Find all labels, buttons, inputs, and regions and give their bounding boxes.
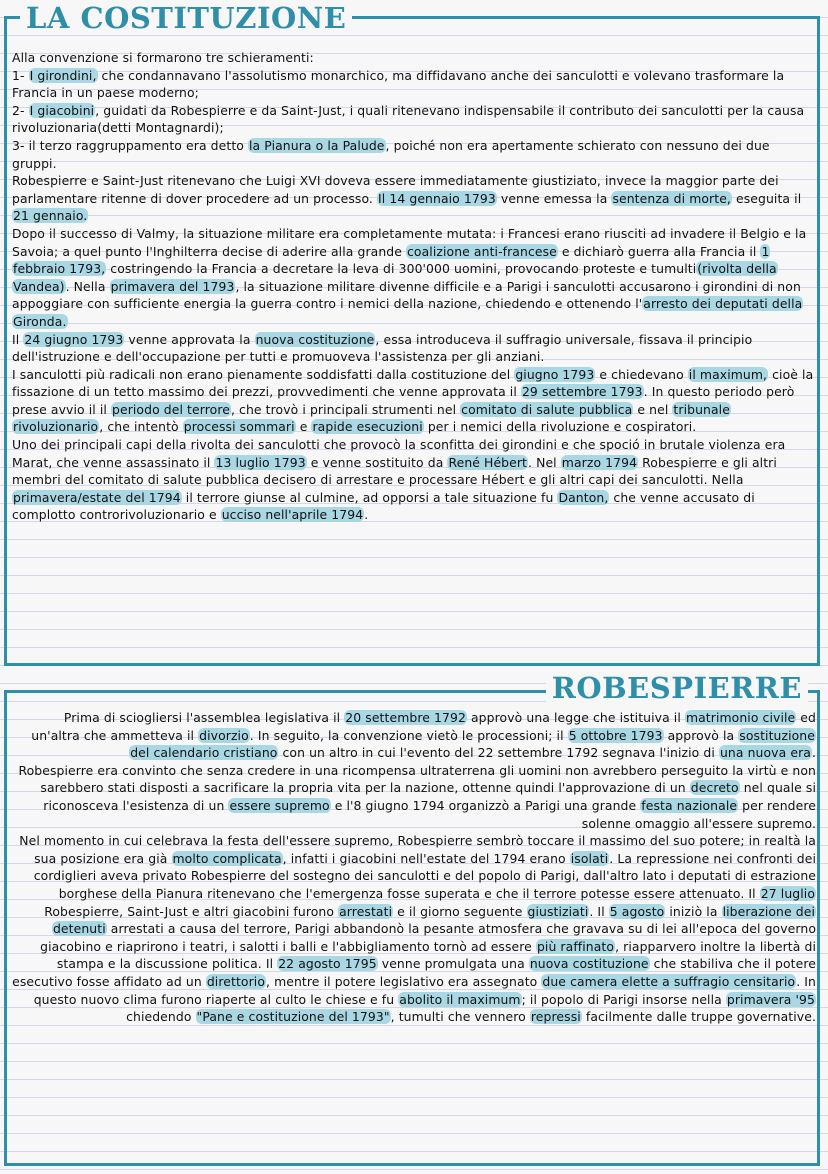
highlighted-phrase: giugno 1793 bbox=[515, 366, 595, 382]
text-run: approvò la bbox=[663, 727, 739, 743]
highlighted-phrase: arresto dei deputati della Gironda. bbox=[13, 296, 803, 329]
text-run: per rendere solenne omaggio all'essere supremo. bbox=[581, 797, 816, 831]
highlighted-phrase: una nuova era bbox=[719, 745, 811, 761]
highlighted-phrase: primavera del 1793 bbox=[110, 278, 235, 294]
highlighted-phrase: Danton, bbox=[558, 489, 609, 505]
highlighted-phrase: festa nazionale bbox=[641, 797, 738, 813]
text-run: e il giorno seguente bbox=[393, 903, 527, 919]
text-run: 3- il terzo raggruppamento era detto bbox=[12, 137, 248, 153]
text-run: , riapparvero inoltre la libertà di stampa e la discussione politica. Il bbox=[56, 938, 816, 972]
section-body-robespierre bbox=[12, 709, 816, 1026]
text-run: Uno dei principali capi della rivolta dei sanculotti che provocò la sconfitta dei girondini e che spoció in brutale violenza era Marat, che venne assassinato il bbox=[12, 437, 786, 470]
highlighted-phrase: 20 settembre 1792 bbox=[345, 710, 466, 725]
paragraph bbox=[12, 366, 816, 436]
highlighted-phrase: comitato di salute pubblica bbox=[461, 401, 633, 417]
text-run: Robespierre era convinto che senza credere in una ricompensa ultraterrena gli uomini non avrebbero perseguito la virtù e non sarebbero stati disposti a sacrificare la propria vita per la nazione, ottenne quindi l'approvazione di un bbox=[18, 762, 816, 796]
text-run: approvò una legge che istituiva il bbox=[466, 710, 685, 725]
highlighted-phrase: sostituzione del calendario cristiano bbox=[130, 727, 815, 761]
paragraph bbox=[12, 709, 816, 762]
highlighted-phrase: divorzio bbox=[199, 727, 249, 743]
highlighted-phrase: (rivolta della Vandea) bbox=[13, 261, 777, 294]
text-run: arrestati a causa del terrore, Parigi abbandonò la pesante atmosfera che gravava su di lei all'epoca del governo giacobino e riaprirono i teatri, i salotti i balli e l'abbigliamento tornò ad essere bbox=[40, 921, 816, 954]
highlighted-phrase: abolito il maximum bbox=[399, 991, 521, 1007]
paragraph bbox=[12, 436, 816, 524]
paragraph bbox=[12, 172, 816, 225]
text-run: Prima di sciogliersi l'assemblea legislativa il bbox=[63, 710, 345, 725]
text-run: Il bbox=[12, 331, 24, 347]
highlighted-phrase: il maximum, bbox=[688, 366, 768, 382]
text-run: con un altro in cui l'evento del 22 settembre 1792 segnava l'inizio di bbox=[278, 745, 719, 761]
highlighted-phrase: la Pianura o la Palude bbox=[249, 137, 385, 153]
highlighted-phrase: 21 gennaio. bbox=[13, 208, 88, 224]
text-run: Nel momento in cui celebrava la festa dell'essere supremo, Robespierre sembrò toccare il massimo del suo potere; in realtà la sua posizione era già bbox=[19, 833, 816, 866]
paragraph bbox=[12, 331, 816, 366]
highlighted-phrase: 27 luglio bbox=[760, 885, 815, 901]
highlighted-phrase: I giacobini bbox=[29, 102, 95, 118]
text-run: venne emessa la bbox=[496, 190, 612, 206]
text-run: . La repressione nei confronti dei cordiglieri aveva privato Robespierre del sostegno dei sanculotti e del popolo di Parigi, dall'altro lato i deputati di estrazione borghese della Pianura ritenevano che l'emergenza fosse superata e che il terrore potesse essere attenuato. Il bbox=[33, 850, 816, 901]
text-run: e chiedevano bbox=[595, 366, 688, 382]
text-run: che condannavano l'assolutismo monarchico, ma diffidavano anche dei sanculotti e volevano trasformare la Francia in un paese moderno; bbox=[12, 67, 785, 101]
text-run: e l'8 giugno 1794 organizzò a Parigi una grande bbox=[330, 797, 641, 813]
text-run: . bbox=[811, 745, 816, 761]
text-run: , la situazione militare divenne difficile e a Parigi i sanculotti accusarono i girondini di non appoggiare con sufficiente energia la guerra contro i nemici della nazione, chiedendo e ottenendo l' bbox=[12, 278, 801, 312]
highlighted-phrase: 5 agosto bbox=[609, 903, 665, 919]
text-run: Dopo il successo di Valmy, la situazione militare era completamente mutata: i Francesi erano riusciti ad invadere il Belgio e la Savoia; a quel punto l'Inghilterra decise di aderire alla grande bbox=[12, 225, 807, 259]
section-body-costituzione bbox=[12, 49, 816, 524]
text-run: che venne accusato di complotto controrivoluzionario e bbox=[12, 489, 755, 523]
text-run: . In seguito, la convenzione vietò le processioni; il bbox=[249, 727, 568, 743]
text-run: iniziò la bbox=[665, 903, 722, 919]
text-run: facilmente dalle truppe governative. bbox=[581, 1009, 816, 1025]
paragraph bbox=[12, 102, 816, 137]
text-run: . In questo periodo però prese avvio il il bbox=[12, 384, 795, 417]
text-run: 1- bbox=[12, 67, 29, 83]
highlighted-phrase: 29 settembre 1793 bbox=[521, 384, 643, 400]
paragraph bbox=[12, 67, 816, 102]
highlighted-phrase: essere supremo bbox=[229, 797, 330, 813]
text-run: e venne sostituito da bbox=[306, 454, 448, 470]
text-run: . In questo nuovo clima furono riaperte al culto le chiese e fu bbox=[33, 973, 816, 1007]
paragraph bbox=[12, 137, 816, 172]
highlighted-phrase: 24 giugno 1793 bbox=[24, 331, 124, 347]
text-run: . Nel bbox=[528, 454, 561, 470]
highlighted-phrase: 1 febbraio 1793, bbox=[13, 243, 770, 277]
highlighted-phrase: processi sommari bbox=[183, 419, 295, 435]
text-run: , infatti i giacobini nell'estate del 1794 erano bbox=[282, 850, 570, 866]
paragraph bbox=[12, 225, 816, 331]
text-run: , guidati da Robespierre e da Saint-Just, i quali ritenevano indispensabile il contributo dei sanculotti per la causa rivoluzionaria(detti Montagnardi); bbox=[12, 102, 805, 136]
text-run: . Nella bbox=[65, 278, 110, 294]
text-run: ed un'altra che ammetteva il bbox=[31, 710, 816, 743]
highlighted-phrase: arrestati bbox=[339, 903, 393, 919]
text-run: venne promulgata una bbox=[377, 956, 529, 972]
text-run: Robespierre e gli altri membri del comitato di salute pubblica decisero di arrestare e processare Hébert e gli altri capi dei sanculotti. Nella bbox=[12, 454, 777, 488]
highlighted-phrase: primavera '95 bbox=[726, 991, 815, 1007]
highlighted-phrase: 13 luglio 1793 bbox=[215, 454, 306, 470]
text-run: e dichiarò guerra alla Francia il bbox=[557, 243, 761, 259]
text-run: 2- bbox=[12, 102, 29, 118]
highlighted-phrase: nuova costituzione bbox=[255, 331, 375, 347]
highlighted-phrase: due camera elette a suffragio censitario bbox=[542, 973, 796, 989]
highlighted-phrase: sentenza di morte, bbox=[612, 190, 731, 206]
text-run: che stabiliva che il potere esecutivo fosse affidato ad un bbox=[12, 956, 816, 989]
highlighted-phrase: repressi bbox=[530, 1009, 581, 1025]
highlighted-phrase: Il 14 gennaio 1793 bbox=[378, 190, 496, 206]
highlighted-phrase: 22 agosto 1795 bbox=[278, 956, 377, 972]
text-run: venne approvata la bbox=[124, 331, 255, 347]
text-run: ; il popolo di Parigi insorse nella bbox=[521, 991, 726, 1007]
text-run: , poiché non era apertamente schierato con nessuno dei due gruppi. bbox=[12, 137, 770, 171]
paragraph bbox=[12, 832, 816, 1026]
highlighted-phrase: periodo del terrore bbox=[112, 401, 230, 417]
text-run: costringendo la Francia a decretare la leva di 300'000 uomini, provocando proteste e tumulti bbox=[106, 261, 697, 277]
highlighted-phrase: marzo 1794 bbox=[561, 454, 638, 470]
highlighted-phrase: "Pane e costituzione del 1793" bbox=[196, 1009, 390, 1025]
paragraph bbox=[12, 49, 816, 67]
text-run: cioè la fissazione di un tetto massimo dei prezzi, provvedimenti che venne approvata il bbox=[12, 366, 814, 400]
highlighted-phrase: coalizione anti-francese bbox=[407, 243, 557, 259]
highlighted-phrase: molto complicata bbox=[172, 850, 282, 866]
highlighted-phrase: giustiziati bbox=[527, 903, 589, 919]
text-run: , tumulti che vennero bbox=[390, 1009, 530, 1025]
text-run: , mentre il potere legislativo era assegnato bbox=[266, 973, 542, 989]
highlighted-phrase: rapide esecuzioni bbox=[312, 419, 423, 435]
text-run: . bbox=[364, 507, 369, 523]
text-run: , che trovò i principali strumenti nel bbox=[230, 401, 461, 417]
highlighted-phrase: tribunale rivoluzionario bbox=[13, 401, 730, 435]
highlighted-phrase: 5 ottobre 1793 bbox=[568, 727, 663, 743]
highlighted-phrase: più raffinato bbox=[536, 938, 615, 954]
text-run: eseguita il bbox=[731, 190, 802, 206]
text-run: nel quale si riconosceva l'esistenza di un bbox=[43, 780, 816, 813]
text-run: , che intentò bbox=[99, 419, 183, 435]
highlighted-phrase: matrimonio civile bbox=[685, 710, 796, 725]
text-run: Robespierre e Saint-Just ritenevano che Luigi XVI doveva essere immediatamente giustiziato, invece la maggior parte dei parlamentare ritenne di dover procedere ad un processo. bbox=[12, 173, 779, 206]
highlighted-phrase: primavera/estate del 1794 bbox=[13, 489, 181, 505]
highlighted-phrase: isolati bbox=[570, 850, 609, 866]
text-run: per i nemici della rivoluzione e cospiratori. bbox=[423, 419, 697, 435]
text-run: e nel bbox=[633, 401, 673, 417]
highlighted-phrase: I girondini, bbox=[29, 67, 97, 83]
section-title-costituzione: LA COSTITUZIONE bbox=[20, 2, 352, 34]
section-title-robespierre: ROBESPIERRE bbox=[546, 672, 808, 704]
highlighted-phrase: direttorio bbox=[206, 973, 265, 989]
text-run: , essa introduceva il suffragio universale, fissava il principio dell'istruzione e dell'occupazione per tutti e promuoveva l'assistenza per gli anziani. bbox=[12, 331, 753, 365]
text-run: Alla convenzione si formarono tre schieramenti: bbox=[12, 50, 314, 65]
highlighted-phrase: decreto bbox=[690, 780, 739, 796]
text-run: chiedendo bbox=[126, 1009, 196, 1025]
highlighted-phrase: ucciso nell'aprile 1794 bbox=[221, 507, 364, 523]
text-run: Robespierre, Saint-Just e altri giacobini furono bbox=[44, 903, 339, 919]
text-run: il terrore giunse al culmine, ad opporsi a tale situazione fu bbox=[181, 489, 558, 505]
highlighted-phrase: liberazione dei detenuti bbox=[52, 903, 815, 937]
text-run: I sanculotti più radicali non erano pienamente soddisfatti dalla costituzione del bbox=[12, 366, 515, 382]
highlighted-phrase: nuova costituzione bbox=[529, 956, 649, 972]
text-run: e bbox=[295, 419, 312, 435]
text-run: . Il bbox=[589, 903, 609, 919]
highlighted-phrase: René Hébert bbox=[448, 454, 528, 470]
paragraph bbox=[12, 762, 816, 832]
